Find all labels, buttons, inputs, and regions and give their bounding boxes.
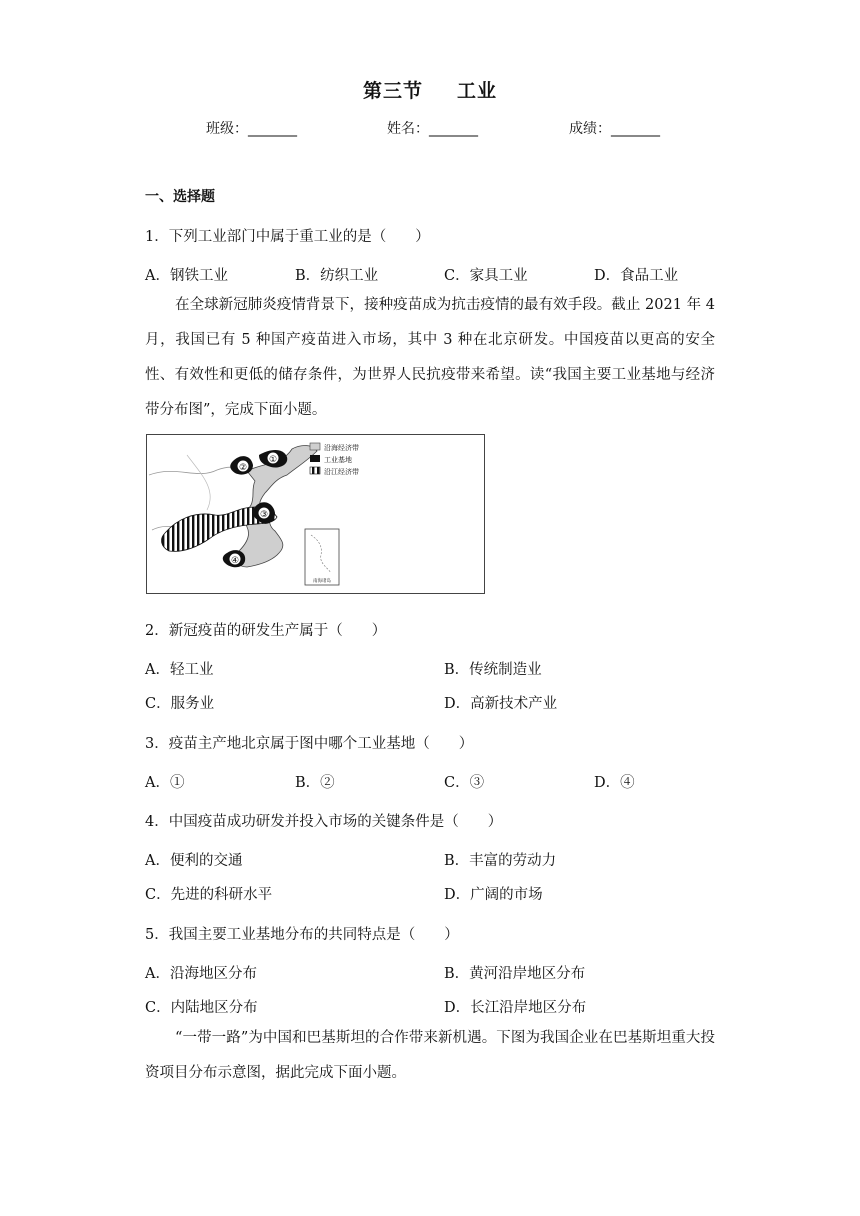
class-field: 班级：_______ xyxy=(206,121,297,137)
inset-label: 南海诸岛 xyxy=(313,579,331,584)
marker-4: ④ xyxy=(230,556,240,566)
title-section: 第三节 xyxy=(362,80,423,102)
page-title xyxy=(0,76,860,103)
q5-option-b: B．黄河沿岸地区分布 xyxy=(444,966,586,982)
score-field: 成绩：_______ xyxy=(569,121,660,137)
q4-option-c: C．先进的科研水平 xyxy=(145,887,273,903)
q3-option-b: B．② xyxy=(295,775,335,791)
marker-1: ① xyxy=(268,455,278,465)
title-topic: 工业 xyxy=(457,80,498,102)
q5-option-d: D．长江沿岸地区分布 xyxy=(444,1000,587,1016)
legend-base: 工业基地 xyxy=(324,456,352,464)
q1-option-b: B．纺织工业 xyxy=(295,268,379,284)
name-field: 姓名：_______ xyxy=(387,121,478,137)
passage-2 xyxy=(145,1021,715,1091)
q2-option-c: C．服务业 xyxy=(145,696,215,712)
china-industry-map xyxy=(147,435,484,593)
q1-option-a: A．钢铁工业 xyxy=(145,268,228,284)
marker-2: ② xyxy=(238,463,248,473)
question-1: 1．下列工业部门中属于重工业的是（ ） xyxy=(145,229,430,245)
question-5: 5．我国主要工业基地分布的共同特点是（ ） xyxy=(145,927,459,943)
industrial-map-figure xyxy=(146,434,485,594)
legend-riverside: 沿江经济带 xyxy=(324,468,359,476)
q4-option-d: D．广阔的市场 xyxy=(444,887,543,903)
south-china-sea-inset xyxy=(305,529,339,585)
q4-option-b: B．丰富的劳动力 xyxy=(444,853,557,869)
question-2: 2．新冠疫苗的研发生产属于（ ） xyxy=(145,623,387,639)
q5-option-a: A．沿海地区分布 xyxy=(145,966,257,982)
q1-option-c: C．家具工业 xyxy=(444,268,528,284)
q3-option-d: D．④ xyxy=(594,775,635,791)
q2-option-d: D．高新技术产业 xyxy=(444,696,558,712)
legend-coastal: 沿海经济带 xyxy=(324,444,359,452)
q2-option-a: A．轻工业 xyxy=(145,662,214,678)
q2-option-b: B．传统制造业 xyxy=(444,662,542,678)
passage-1 xyxy=(145,288,715,428)
question-3: 3．疫苗主产地北京属于图中哪个工业基地（ ） xyxy=(145,736,474,752)
q1-option-d: D．食品工业 xyxy=(594,268,679,284)
q3-option-c: C．③ xyxy=(444,775,485,791)
map-legend xyxy=(310,443,359,476)
q4-option-a: A．便利的交通 xyxy=(145,853,243,869)
q3-option-a: A．① xyxy=(145,775,185,791)
marker-3: ③ xyxy=(259,510,269,520)
question-4: 4．中国疫苗成功研发并投入市场的关键条件是（ ） xyxy=(145,814,503,830)
section-heading: 一、选择题 xyxy=(145,189,215,205)
q5-option-c: C．内陆地区分布 xyxy=(145,1000,258,1016)
passage-2-text: “一带一路”为中国和巴基斯坦的合作带来新机遇。下图为我国企业在巴基斯坦重大投资项目分布示意图，据此完成下面小题。 xyxy=(145,1030,715,1081)
passage-1-text: 在全球新冠肺炎疫情背景下，接种疫苗成为抗击疫情的最有效手段。截止 2021 年 4 月，我国已有 5 种国产疫苗进入市场，其中 3 种在北京研发。中国疫苗以更高的安全性、有效性和更低的储存条件，为世界人民抗疫带来希望。读“我国主要工业基地与经济带分布图”，完成下面小题。 xyxy=(145,297,715,418)
